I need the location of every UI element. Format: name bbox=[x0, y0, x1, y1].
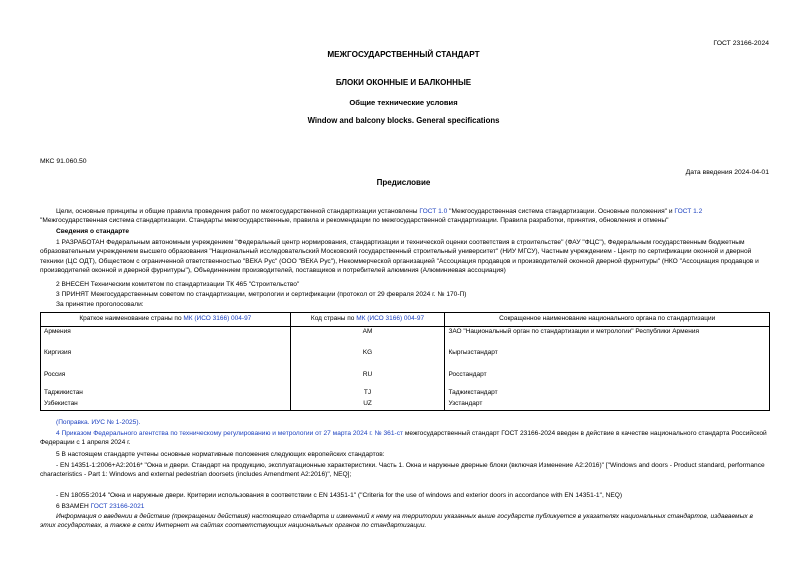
table-row bbox=[41, 326, 770, 348]
replaces-paragraph bbox=[40, 502, 770, 511]
intro-date: Дата введения 2024-04-01 bbox=[685, 169, 769, 176]
eu-standards-paragraph: 5 В настоящем стандарте учтены основные нормативные положения следующих европейских стандартов: bbox=[56, 451, 385, 458]
order-text: межгосударственный стандарт ГОСТ 23166-2024 введен в действие в качестве национального стандарта Российской Федерации с 1 апреля 2024 г. bbox=[40, 430, 767, 447]
column-header-code: Код страны по МК (ИСО 3166) 004-97 bbox=[290, 313, 445, 327]
code-cell: UZ bbox=[290, 399, 445, 410]
gost-23166-2021-link[interactable]: ГОСТ 23166-2021 bbox=[90, 503, 145, 510]
code-cell: AM bbox=[290, 326, 445, 348]
doc-number: ГОСТ 23166-2024 bbox=[713, 40, 769, 47]
gost-1-2-link[interactable]: ГОСТ 1.2 bbox=[674, 208, 703, 215]
order-link[interactable]: 4 Приказом Федерального агентства по техническому регулированию и метрологии от 27 марта 2024 г. № 361-ст bbox=[56, 430, 404, 437]
table-row bbox=[41, 388, 770, 399]
introduced-paragraph: 2 ВНЕСЕН Техническим комитетом по стандартизации ТК 465 "Строительство" bbox=[56, 281, 300, 288]
adopted-paragraph: 3 ПРИНЯТ Межгосударственным советом по стандартизации, метрологии и сертификации (протокол от 29 февраля 2024 г. № 170-П) bbox=[56, 291, 467, 298]
country-cell: Армения bbox=[44, 327, 71, 335]
title-en: Window and balcony blocks. General specifications bbox=[307, 116, 500, 125]
foreword-paragraph bbox=[40, 207, 770, 226]
country-cell: Киргизия bbox=[44, 349, 72, 357]
country-cell: Узбекистан bbox=[44, 400, 78, 408]
table-header-row bbox=[41, 313, 770, 327]
publication-info: Информация о введении в действие (прекращении действия) настоящего стандарта и изменений к нему на территории указанных выше государств публикуется в указателях национальных стандартов, издаваемых в этих государствах, а также в сети Интернет на сайтах соответствующих национальных органов по стандартизации. bbox=[40, 513, 754, 530]
mks-code: МКС 91.060.50 bbox=[40, 158, 87, 165]
info-heading: Сведения о стандарте bbox=[56, 228, 130, 235]
body-cell: Таджикстандарт bbox=[445, 388, 770, 399]
mk-iso-link[interactable]: МК (ИСО 3166) 004-97 bbox=[356, 315, 425, 322]
table-row bbox=[41, 348, 770, 370]
code-cell: RU bbox=[290, 370, 445, 388]
title-ru: БЛОКИ ОКОННЫЕ И БАЛКОННЫЕ bbox=[335, 78, 472, 87]
amendment-note bbox=[40, 418, 770, 427]
column-header-body: Сокращенное наименование национального органа по стандартизации bbox=[445, 313, 770, 327]
code-cell: KG bbox=[290, 348, 445, 370]
country-table bbox=[40, 312, 770, 411]
foreword-text: "Межгосударственная система стандартизации. Стандарты межгосударственные, правила и рекомендации по межгосударственной стандартизации. Правила разработки, принятия, обновления и отмены" bbox=[40, 217, 669, 225]
table-row bbox=[41, 399, 770, 410]
eu-standard-item: - EN 14351-1:2006+A2:2016* "Окна и двери. Стандарт на продукцию, эксплуатационные характеристики. Часть 1. Окна и наружные дверные блоки (включая Изменение A2:2016)" ["Windows and doors - Product standard, performance characteristics - Part 1: Windows and external pedestrian doorsets (includes Amendment A2:2016)", NEQ]; bbox=[40, 462, 765, 479]
mk-iso-link[interactable]: МК (ИСО 3166) 004-97 bbox=[183, 315, 252, 322]
column-header-country: Краткое наименование страны по МК (ИСО 3166) 004-97 bbox=[41, 313, 291, 327]
country-cell: Таджикистан bbox=[44, 389, 83, 397]
voted-label: За принятие проголосовали: bbox=[56, 301, 144, 308]
developed-paragraph: 1 РАЗРАБОТАН Федеральным автономным учреждением "Федеральный центр нормирования, стандартизации и технической оценки соответствия в строительстве" (ФАУ "ФЦС"), Федеральным государственным бюджетным образовательным учреждением высшего образования "Национальный исследовательский Московский государственный строительный университет" (НИУ МГСУ), Частным учреждением - Центр по сертификации оконной и дверной техники (ЦС ОДТ), Обществом с ограниченной ответственностью "ВЕКА Рус" (ООО "ВЕКА Рус"), Некоммерческой организацией "Ассоциация продавцов и производителей оконной дверной фурнитуры" (НКО "Ассоциация продавцов и производителей оконной и дверной фурнитуры"), Объединением производителей, поставщиков и потребителей алюминия (Алюминиевая ассоциация) bbox=[40, 239, 759, 275]
subtitle-ru: Общие технические условия bbox=[349, 98, 458, 107]
body-cell: Росстандарт bbox=[445, 370, 770, 388]
country-cell: Россия bbox=[44, 371, 66, 379]
eu-standard-item: - EN 18055:2014 "Окна и наружные двери. Критерии использования в соответствии с EN 14351-1" ("Criteria for the use of windows and exterior doors in accordance with EN 14351-1", NEQ) bbox=[56, 492, 623, 499]
code-cell: TJ bbox=[290, 388, 445, 399]
table-row bbox=[41, 370, 770, 388]
amendment-link[interactable]: (Поправка. ИУС № 1-2025). bbox=[56, 419, 141, 426]
foreword-heading: Предисловие bbox=[376, 178, 431, 187]
gost-1-0-link[interactable]: ГОСТ 1.0 bbox=[419, 208, 448, 215]
foreword-text: "Межгосударственная система стандартизации. Основные положения" и bbox=[447, 208, 675, 215]
body-cell: Кыргызстандарт bbox=[445, 348, 770, 370]
foreword-text: Цели, основные принципы и общие правила проведения работ по межгосударственной стандартизации установлены bbox=[56, 208, 420, 215]
body-cell: ЗАО "Национальный орган по стандартизации и метрологии" Республики Армения bbox=[445, 326, 770, 348]
replaces-text: 6 ВЗАМЕН bbox=[56, 503, 91, 510]
order-paragraph bbox=[40, 429, 770, 448]
body-cell: Узстандарт bbox=[445, 399, 770, 410]
standard-type: МЕЖГОСУДАРСТВЕННЫЙ СТАНДАРТ bbox=[327, 50, 480, 59]
